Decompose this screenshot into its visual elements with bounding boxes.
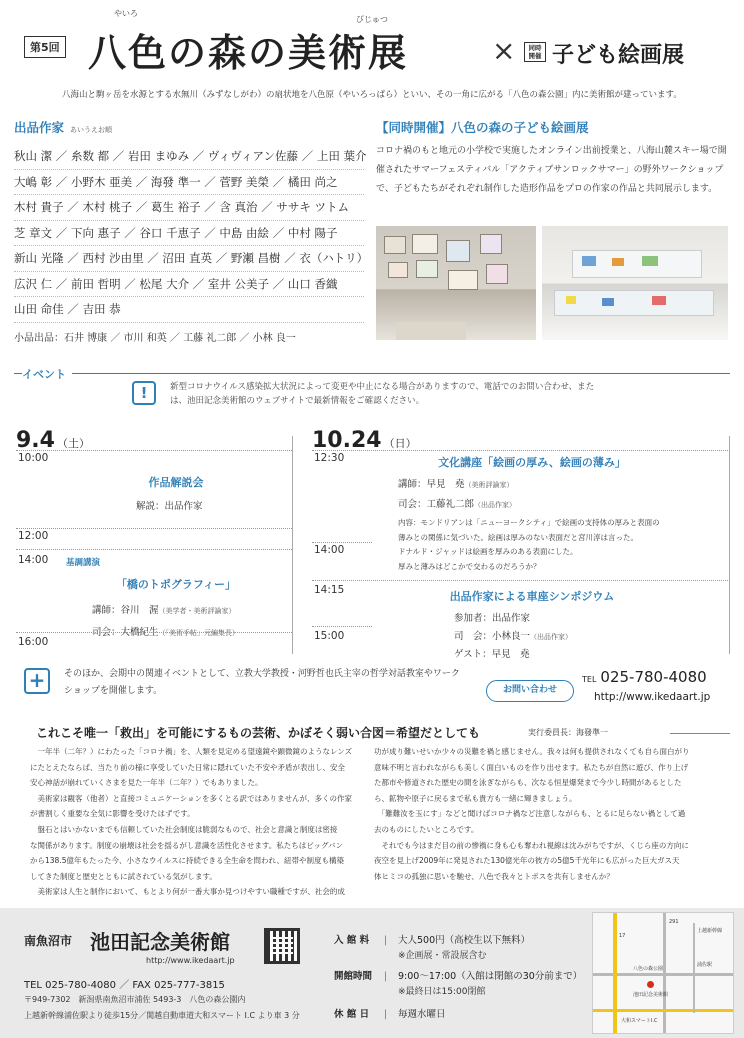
lecture-tag: 基調講演: [66, 558, 101, 568]
artist-line: 秋山 潔 ／ 糸数 都 ／ 岩田 まゆみ ／ ヴィヴィアン佐藤 ／ 上田 葉介: [14, 144, 364, 170]
museum-city: 南魚沼市: [24, 934, 73, 948]
time-label: 15:00: [314, 630, 345, 642]
kids-description: コロナ禍のもと地元の小学校で実施したオンライン出前授業と、八海山麓スキー場で開催されたサマーフェスティバル「アクティブサンロックサマー」の野外ワークショップで、子どもたちがそれぞれ制作した造形作品をプロの作家の作品と共同展示します。: [376, 146, 727, 194]
content-line: 厚みと薄みはどこかで交わるのだろうか？: [398, 561, 541, 571]
lecturer: [398, 476, 514, 490]
moderator-note: （出品作家）: [474, 501, 517, 509]
day1-dow: （土）: [56, 437, 90, 450]
content-line: ドナルド・ジャッドは絵画を厚みのある表面にした。: [398, 547, 578, 556]
map-highway: [593, 1009, 734, 1012]
moderator: [398, 496, 516, 510]
artist-line: 大嶋 彰 ／ 小野木 亜美 ／ 海發 準一 ／ 菅野 美榮 ／ 橘田 尚之: [14, 170, 364, 196]
essay-line: 一年半（二年？）にわたった「コロナ禍」を、人類を見定める望遠鏡や顕微鏡のようなレンズ: [30, 747, 353, 756]
essay-title: これこそ唯一「救出」を可能にするもの芸術、かぼそく弱い合図＝希望だとしても: [36, 726, 481, 740]
hours-value: 9:00〜17:00（入館は閉館の30分前まで）: [398, 971, 583, 982]
artists-order-note: あいうえお順: [70, 126, 113, 134]
admission-value: 大人500円（高校生以下無料）: [398, 935, 531, 946]
time-label: 10:00: [18, 452, 49, 464]
map-highway: [613, 913, 617, 1034]
museum-address: 〒949-7302 新潟県南魚沼市浦佐 5493-3 八色の森公園内: [24, 995, 246, 1004]
content-line: 内容：モンドリアンは「ニューヨークシティ」で絵画の支持体の厚みと表面の: [398, 518, 660, 527]
map-road: [663, 913, 666, 1034]
time-label: 12:30: [314, 452, 345, 464]
small-works-artists: 小品出品：石井 博康 ／ 市川 和英 ／ 工藤 礼二郎 ／ 小林 良一: [14, 332, 296, 344]
timeline-rule: [16, 549, 292, 550]
essay-rule: [670, 733, 730, 734]
artist-line: 木村 貴子 ／ 木村 桃子 ／ 葛生 裕子 ／ 含 真治 ／ ササキ ツトム: [14, 195, 364, 221]
exhibition-photo-1: [376, 226, 536, 340]
intro-text: 八海山と駒ヶ岳を水源とする水無川（みずなしがわ）の扇状地を八色原（やいろっぱら）といい、その一角に広がる「八色の森公園」内に美術館が建っています。: [62, 90, 682, 100]
essay-line: 「難難汝を玉にす」などと聞けばコロナ禍など注意しながらも、とるに足らない禍として過: [374, 809, 686, 819]
tel-number: 025-780-4080: [600, 668, 707, 686]
talk-speaker: 解説：出品作家: [136, 501, 203, 512]
lecturer-name: 講師：谷川 渥: [92, 605, 159, 616]
essay-line: にたとえたならば、当たり前の様に享受していた日常に隠れていた不安や矛盾が表出し、安全: [30, 762, 345, 772]
museum-access: 上越新幹線浦佐駅より徒歩15分／関越自動車道大和スマート I.C より車 3 分: [24, 1011, 300, 1020]
essay-line: 安心神話が崩れていくさまを見た一年半（二年？）でもありました。: [30, 778, 263, 788]
title-ruby-2: びじゅつ: [356, 15, 388, 24]
admission-note: ※企画展・常設展含む: [398, 951, 487, 961]
closed-value: 毎週水曜日: [398, 1009, 446, 1020]
day2-dow: （日）: [383, 437, 417, 450]
exhibition-title: 八色の森の美術展: [88, 31, 409, 75]
lecturer-name: 講師：早見 堯: [398, 479, 465, 490]
essay-column-1: [30, 744, 360, 900]
map-label: 291: [669, 919, 679, 925]
essay-line: してきた制度と歴史とともに試されている気がします。: [30, 871, 217, 881]
map-rail: [693, 923, 695, 1013]
timeline-rule: [312, 542, 372, 543]
admission-row: 入 館 料 | 大人500円（高校生以下無料）: [334, 932, 530, 946]
event-rule: [14, 373, 730, 374]
talk-title: 作品解説会: [148, 476, 204, 489]
culture-lecture-title: 文化講座「絵画の厚み、絵画の薄み」: [438, 456, 626, 469]
timeline-rule: [16, 450, 292, 451]
exhibition-photo-2: [542, 226, 728, 340]
artist-line: 山田 命佳 ／ 吉田 恭: [14, 297, 364, 323]
inquiry-tel: [582, 668, 707, 686]
essay-line: 功が成り難いせいか少々の災難を禍と感じません。我々は何も提供されなくても自ら面白がり: [374, 747, 690, 756]
timeline-rule: [16, 528, 292, 529]
tel-label: TEL: [582, 675, 597, 684]
kids-heading: 【同時開催】八色の森の子ども絵画展: [376, 120, 589, 135]
notice-text: 新型コロナウイルス感染拡大状況によって変更や中止になる場合がありますので、電話でのお問い合わせ、または、池田記念美術館のウェブサイトで最新情報をご確認ください。: [170, 382, 595, 406]
sub-exhibition-title: 子ども絵画展: [552, 43, 685, 68]
kids-exhibition-section: [376, 118, 728, 199]
simultaneous-badge: 同時開催: [524, 42, 546, 62]
day1-schedule: [16, 450, 292, 650]
content-line: 薄みとの関係に気づいた。絵画は厚みのない表面だと宮川淳は言った。: [398, 532, 638, 542]
inquiry-website[interactable]: http://www.ikedaart.jp: [594, 691, 711, 703]
museum-location-icon: [647, 981, 654, 988]
timeline-rule: [312, 626, 372, 627]
essay-line: から138.5億年もたった今、小さなウイルスに持続できる全生命を問われ、紐帯や制度も構築: [30, 856, 344, 866]
lecture-content: [398, 516, 674, 574]
lecturer-note: （美術評論家）: [464, 481, 514, 489]
map-label: 池田記念美術館: [633, 992, 669, 998]
artists-section: [14, 118, 369, 344]
essay-line: が書割しく重要な全気に影響を受けたはずです。: [30, 809, 195, 819]
related-events-text: そのほか、会期中の関連イベントとして、立教大学教授・河野哲也氏主宰の哲学対話教室やワークショップを開催します。: [64, 669, 460, 696]
essay-line: 盤石とはいかないまでも信頼していた社会制度は脆弱なもので、社会と意識と制度は密接: [30, 824, 338, 834]
symposium-moderator: [454, 628, 572, 642]
museum-tel-fax: TEL 025-780-4080 ／ FAX 025-777-3815: [24, 980, 225, 991]
covid-notice: [132, 378, 612, 418]
map-label: 大和スマートI.C: [621, 1018, 658, 1024]
map-label: 八色の森公園: [633, 966, 664, 972]
hours-row: 開館時間 | 9:00〜17:00（入館は閉館の30分前まで）: [334, 968, 582, 982]
moderator-name: 司会：工藤礼二郎: [398, 499, 475, 510]
essay-line: 去のものにしたいところです。: [374, 824, 479, 834]
title-ruby: やいろ: [114, 9, 138, 18]
essay-line: 美術家は観客（他者）と直接コミュニケーションを多くとる訳ではありませんが、多くの作家: [30, 793, 353, 803]
timeline-rule: [16, 632, 292, 633]
related-events: [16, 662, 732, 714]
admission-label: 入 館 料: [334, 935, 370, 946]
lecturer-note: （美学者・美術評論家）: [158, 607, 236, 615]
time-label: 16:00: [18, 636, 49, 648]
symposium-title: 出品作家による車座シンポジウム: [449, 590, 615, 603]
moderator-note: （「美術手帖」元編集長）: [158, 629, 240, 637]
lecturer: [92, 602, 236, 616]
closed-label: 休 館 日: [334, 1009, 370, 1020]
sym-moderator-note: （出品作家）: [530, 633, 573, 641]
artists-heading: [14, 118, 364, 136]
map-label: 上越新幹線: [697, 928, 723, 934]
qr-code-icon[interactable]: [264, 928, 300, 964]
inquiry-badge: お問い合わせ: [486, 680, 574, 702]
museum-website[interactable]: http://www.ikedaart.jp: [146, 956, 235, 965]
exclamation-icon: !: [132, 381, 156, 405]
essay-line: た都市や修道された歴史の間を泳ぎながらも、次なる恒星爆発まで今少し時間があるとした: [374, 778, 682, 788]
essay-line: ら、鉱物や原子に戻るまで私も貴方も一緒に輝きましょう。: [374, 793, 577, 803]
map-label: 17: [619, 933, 626, 939]
header: [0, 0, 744, 86]
time-label: 12:00: [18, 530, 49, 542]
edition-badge: 第5回: [24, 36, 66, 58]
moderator-name: 司会：大橋紀生: [92, 627, 159, 638]
participants: 参加者：出品作家: [454, 613, 531, 624]
essay-line: 夜空を見上げ2009年に発見された130億光年の彼方の5億5千光年にも広がった巨大ガス天: [374, 856, 680, 866]
moderator: [92, 624, 239, 638]
day2-date: 10.24: [312, 428, 382, 453]
cross-mark: ×: [492, 34, 516, 67]
essay-line: な関係があります。制度の崩壊は社会を揺るがし意識を活性化させます。私たちはビッグバン: [30, 840, 344, 850]
day-divider-1: [292, 436, 293, 654]
artist-line: 芝 章文 ／ 下向 惠子 ／ 谷口 千恵子 ／ 中島 由絵 ／ 中村 陽子: [14, 221, 364, 247]
footer: [0, 908, 744, 1038]
event-heading: イベント: [22, 366, 72, 382]
closed-row: 休 館 日 | 毎週水曜日: [334, 1006, 446, 1020]
timeline-rule: [312, 450, 730, 451]
time-label: 14:00: [314, 544, 345, 556]
access-map: [592, 912, 734, 1034]
sym-moderator-name: 司 会：小林良一: [454, 631, 531, 642]
day1-date: 9.4: [16, 428, 55, 453]
essay-author: 実行委員長：海發準一: [528, 728, 608, 737]
essay-column-2: [374, 744, 704, 884]
hours-note: ※最終日は15:00閉館: [398, 987, 486, 997]
essay-line: 美術家は人生と制作において、もとより何が一番大事か見つけやすい職種ですが、社会的成: [30, 887, 345, 897]
artists-heading-text: 出品作家: [14, 120, 65, 135]
guest: ゲスト：早見 堯: [454, 649, 530, 660]
lecture-title: 「橋のトポグラフィー」: [115, 578, 237, 591]
timeline-rule: [312, 580, 730, 581]
time-label: 14:15: [314, 584, 345, 596]
hours-label: 開館時間: [334, 971, 373, 982]
map-label: 浦佐駅: [697, 962, 713, 968]
essay-line: 体ヒミコの孤独に思いを馳せ、八色で我々とトポスを共有しませんか？: [374, 871, 614, 881]
essay-line: それでも今はまだ目の前の惨禍に身も心も奪われ視線は沈みがちですが、くじら座の方向に: [374, 840, 689, 850]
artist-line: 広沢 仁 ／ 前田 哲明 ／ 松尾 大介 ／ 室井 公美子 ／ 山口 香織: [14, 272, 364, 298]
plus-icon: +: [24, 668, 50, 694]
day2-schedule: [312, 450, 730, 660]
artist-line: 新山 光隆 ／ 西村 沙由里 ／ 沼田 直英 ／ 野瀬 昌樹 ／ 衣（ハトリ）: [14, 246, 364, 272]
artist-list: [14, 144, 369, 323]
time-label: 14:00: [18, 554, 49, 566]
museum-name: 池田記念美術館: [90, 930, 230, 954]
essay-line: 意味不明と言われながらも美しく面白いものを作り出せます。私たちが自然に遊び、作り上げ: [374, 762, 689, 772]
